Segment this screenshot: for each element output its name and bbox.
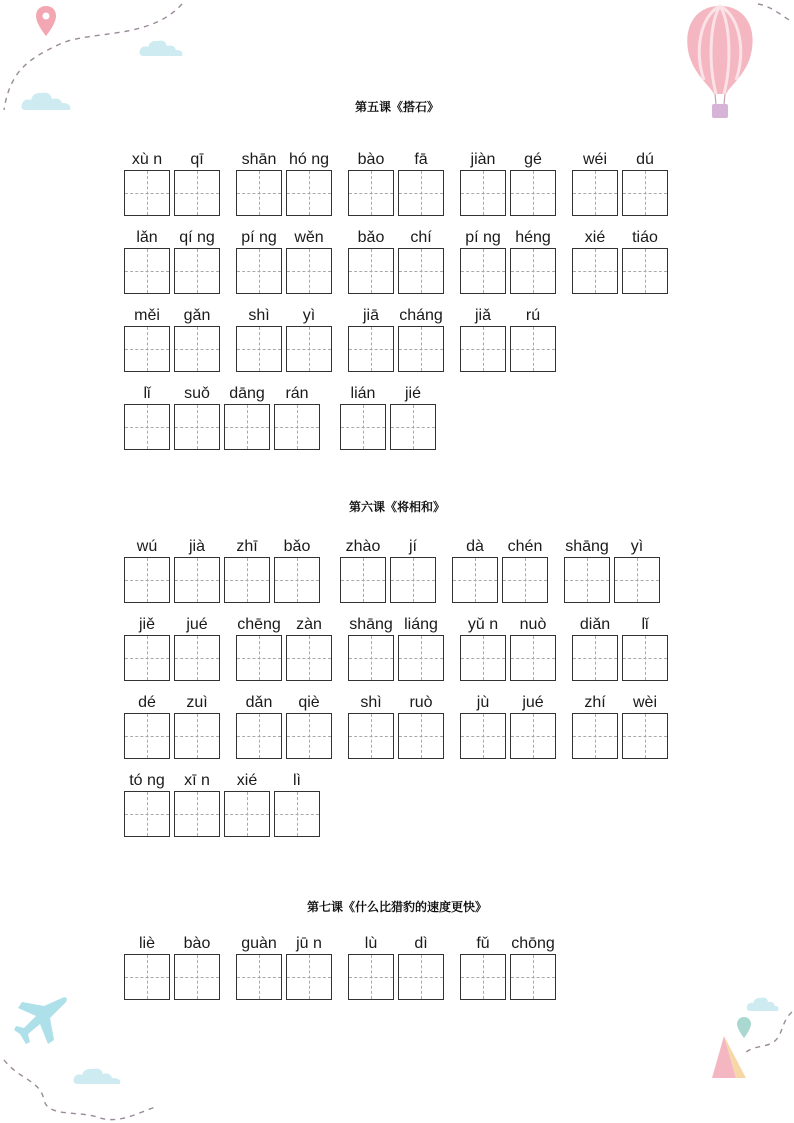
pinyin-label: nuò xyxy=(519,616,547,633)
pinyin-label: xié xyxy=(236,772,258,789)
pinyin-label: bǎo xyxy=(357,229,385,246)
writing-box[interactable] xyxy=(236,248,282,294)
writing-box[interactable] xyxy=(286,326,332,372)
pinyin-label: gé xyxy=(524,151,542,168)
pinyin-label: guàn xyxy=(241,935,277,952)
pinyin-label: dà xyxy=(466,538,484,555)
writing-box[interactable] xyxy=(572,248,618,294)
pinyin-label: xié xyxy=(584,229,606,246)
pinyin-label: wèi xyxy=(632,694,657,711)
writing-box[interactable] xyxy=(348,326,394,372)
dashed-flight-path xyxy=(0,1040,160,1123)
pinyin-label: gǎn xyxy=(183,307,211,324)
pinyin-label: héng xyxy=(515,229,551,246)
writing-box[interactable] xyxy=(572,713,618,759)
pinyin-label: zàn xyxy=(296,616,322,633)
writing-box[interactable] xyxy=(124,404,170,450)
pinyin-label: suǒ xyxy=(184,385,210,402)
pinyin-label: tiáo xyxy=(632,229,658,246)
writing-box[interactable] xyxy=(124,248,170,294)
writing-box[interactable] xyxy=(286,248,332,294)
pinyin-label: jià xyxy=(188,538,205,555)
writing-box[interactable] xyxy=(460,954,506,1000)
writing-box[interactable] xyxy=(174,954,220,1000)
pinyin-label: bào xyxy=(183,935,211,952)
pinyin-label: lián xyxy=(350,385,376,402)
pinyin-label: shì xyxy=(360,694,382,711)
writing-box[interactable] xyxy=(236,635,282,681)
writing-box[interactable] xyxy=(398,635,444,681)
pinyin-label: bǎo xyxy=(283,538,311,555)
pinyin-label: pí ng xyxy=(241,229,277,246)
writing-box[interactable] xyxy=(510,713,556,759)
cloud-icon xyxy=(138,36,186,60)
dashed-flight-path xyxy=(756,0,794,30)
pinyin-label: xī n xyxy=(184,772,210,789)
pinyin-label: chōng xyxy=(511,935,555,952)
lesson-title: 第六课《将相和》 xyxy=(348,500,445,514)
dashed-flight-path xyxy=(740,1008,794,1058)
writing-box[interactable] xyxy=(452,557,498,603)
pinyin-label: yì xyxy=(302,307,316,324)
writing-box[interactable] xyxy=(236,713,282,759)
pinyin-label: lì xyxy=(293,772,301,789)
writing-box[interactable] xyxy=(174,635,220,681)
pinyin-label: jū n xyxy=(296,935,322,952)
writing-box[interactable] xyxy=(224,557,270,603)
pinyin-label: xù n xyxy=(131,151,163,168)
writing-box[interactable] xyxy=(398,713,444,759)
writing-box[interactable] xyxy=(174,557,220,603)
writing-box[interactable] xyxy=(622,170,668,216)
writing-box[interactable] xyxy=(614,557,660,603)
pinyin-label: wěn xyxy=(294,229,324,246)
pinyin-label: cháng xyxy=(399,307,443,324)
writing-box[interactable] xyxy=(510,170,556,216)
writing-box[interactable] xyxy=(348,170,394,216)
airplane-icon xyxy=(12,994,70,1046)
writing-box[interactable] xyxy=(340,557,386,603)
writing-box[interactable] xyxy=(124,170,170,216)
writing-box[interactable] xyxy=(124,326,170,372)
writing-box[interactable] xyxy=(460,635,506,681)
writing-box[interactable] xyxy=(398,170,444,216)
writing-box[interactable] xyxy=(510,326,556,372)
pinyin-label: ruò xyxy=(409,694,433,711)
writing-box[interactable] xyxy=(572,170,618,216)
pinyin-label: qiè xyxy=(298,694,320,711)
writing-box[interactable] xyxy=(124,791,170,837)
pinyin-label: hó ng xyxy=(288,151,330,168)
pinyin-label: shān xyxy=(241,151,277,168)
pinyin-label: zuì xyxy=(186,694,208,711)
writing-box[interactable] xyxy=(124,635,170,681)
pinyin-label: zhí xyxy=(584,694,606,711)
writing-box[interactable] xyxy=(274,791,320,837)
pinyin-label: jué xyxy=(186,616,208,633)
writing-box[interactable] xyxy=(174,713,220,759)
writing-box[interactable] xyxy=(390,557,436,603)
writing-box[interactable] xyxy=(460,248,506,294)
writing-box[interactable] xyxy=(124,954,170,1000)
writing-box[interactable] xyxy=(174,326,220,372)
writing-box[interactable] xyxy=(274,557,320,603)
pinyin-label: fā xyxy=(414,151,428,168)
writing-box[interactable] xyxy=(340,404,386,450)
writing-box[interactable] xyxy=(502,557,548,603)
pinyin-label: liáng xyxy=(404,616,438,633)
pinyin-label: lù xyxy=(364,935,378,952)
pinyin-label: rú xyxy=(525,307,541,324)
pinyin-label: wú xyxy=(136,538,158,555)
writing-box[interactable] xyxy=(622,635,668,681)
writing-box[interactable] xyxy=(398,954,444,1000)
pinyin-label: jiā xyxy=(362,307,379,324)
writing-box[interactable] xyxy=(174,791,220,837)
writing-box[interactable] xyxy=(286,713,332,759)
pinyin-label: yì xyxy=(630,538,644,555)
writing-box[interactable] xyxy=(348,635,394,681)
writing-box[interactable] xyxy=(236,170,282,216)
pinyin-label: lǐ xyxy=(641,616,649,633)
writing-box[interactable] xyxy=(398,326,444,372)
pinyin-label: rán xyxy=(285,385,309,402)
writing-box[interactable] xyxy=(348,954,394,1000)
writing-box[interactable] xyxy=(236,326,282,372)
pinyin-label: dì xyxy=(414,935,428,952)
writing-box[interactable] xyxy=(286,170,332,216)
pinyin-label: zhào xyxy=(345,538,381,555)
lesson-title: 第七课《什么比猎豹的速度更快》 xyxy=(306,900,487,914)
writing-box[interactable] xyxy=(510,248,556,294)
writing-box[interactable] xyxy=(460,326,506,372)
writing-box[interactable] xyxy=(286,954,332,1000)
writing-box[interactable] xyxy=(564,557,610,603)
pinyin-label: jié xyxy=(404,385,421,402)
lesson-title: 第五课《搭石》 xyxy=(354,100,439,114)
pinyin-label: jiàn xyxy=(470,151,496,168)
pinyin-label: yǔ n xyxy=(467,616,499,633)
pinyin-label: jué xyxy=(522,694,544,711)
pinyin-label: qí ng xyxy=(179,229,215,246)
pinyin-label: diǎn xyxy=(579,616,611,633)
writing-box[interactable] xyxy=(460,170,506,216)
writing-box[interactable] xyxy=(390,404,436,450)
pinyin-label: lǐ xyxy=(143,385,151,402)
writing-box[interactable] xyxy=(224,404,270,450)
writing-box[interactable] xyxy=(236,954,282,1000)
pinyin-label: tó ng xyxy=(129,772,165,789)
writing-box[interactable] xyxy=(174,248,220,294)
pinyin-label: lǎn xyxy=(136,229,158,246)
pinyin-label: liè xyxy=(138,935,155,952)
pinyin-label: jiě xyxy=(138,616,155,633)
writing-box[interactable] xyxy=(622,248,668,294)
writing-box[interactable] xyxy=(510,954,556,1000)
pinyin-label: shì xyxy=(248,307,270,324)
writing-box[interactable] xyxy=(348,248,394,294)
pinyin-label: fǔ xyxy=(476,935,490,952)
pinyin-label: shāng xyxy=(349,616,393,633)
writing-box[interactable] xyxy=(286,635,332,681)
pinyin-label: zhī xyxy=(236,538,258,555)
pinyin-label: bào xyxy=(357,151,385,168)
writing-box[interactable] xyxy=(174,404,220,450)
pinyin-label: dǎn xyxy=(245,694,273,711)
pinyin-label: qī xyxy=(190,151,204,168)
pinyin-label: dé xyxy=(138,694,156,711)
writing-box[interactable] xyxy=(572,635,618,681)
writing-box[interactable] xyxy=(622,713,668,759)
writing-box[interactable] xyxy=(124,557,170,603)
writing-box[interactable] xyxy=(460,713,506,759)
writing-box[interactable] xyxy=(224,791,270,837)
writing-box[interactable] xyxy=(348,713,394,759)
pinyin-label: wéi xyxy=(582,151,607,168)
pinyin-label: chēng xyxy=(237,616,281,633)
pinyin-label: jù xyxy=(476,694,490,711)
pinyin-label: pí ng xyxy=(465,229,501,246)
pinyin-label: chén xyxy=(507,538,543,555)
writing-box[interactable] xyxy=(124,713,170,759)
writing-box[interactable] xyxy=(174,170,220,216)
pinyin-label: shāng xyxy=(565,538,609,555)
pinyin-label: dāng xyxy=(229,385,265,402)
pinyin-label: chí xyxy=(410,229,432,246)
pinyin-label: jí xyxy=(409,538,417,555)
pinyin-label: dú xyxy=(636,151,654,168)
writing-box[interactable] xyxy=(398,248,444,294)
writing-box[interactable] xyxy=(274,404,320,450)
pinyin-label: měi xyxy=(134,307,160,324)
pinyin-label: jiǎ xyxy=(474,307,491,324)
writing-box[interactable] xyxy=(510,635,556,681)
